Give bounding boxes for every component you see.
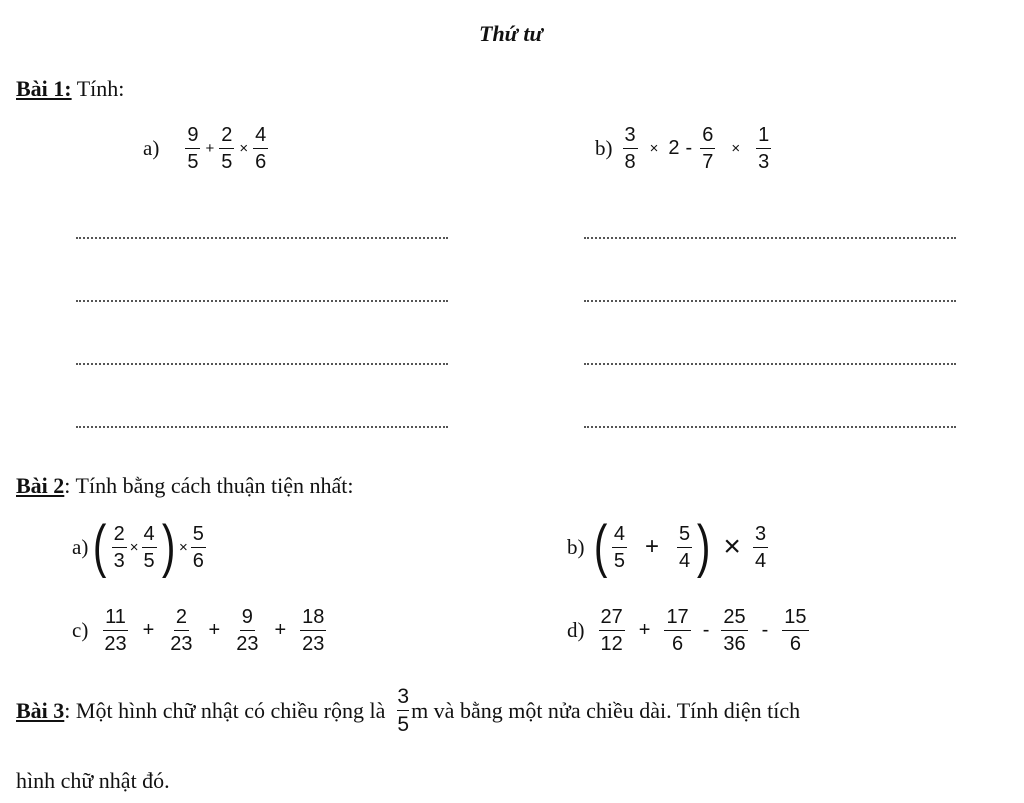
numerator: 4 bbox=[142, 524, 157, 548]
left-paren: ( bbox=[93, 514, 107, 579]
denominator: 4 bbox=[678, 549, 691, 572]
numerator: 17 bbox=[664, 607, 690, 631]
exercise-1b-letter: b) bbox=[595, 136, 613, 160]
fraction bbox=[168, 607, 194, 654]
exercise-1-heading bbox=[16, 76, 124, 102]
denominator: 6 bbox=[192, 549, 204, 572]
denominator: 12 bbox=[600, 633, 623, 655]
fraction bbox=[782, 607, 808, 654]
fraction bbox=[599, 607, 625, 654]
fraction bbox=[612, 524, 627, 571]
fraction bbox=[300, 607, 326, 654]
left-paren: ( bbox=[593, 514, 607, 579]
numerator: 25 bbox=[721, 607, 747, 631]
denominator: 6 bbox=[789, 633, 801, 655]
exercise-2-instruction: : Tính bằng cách thuận tiện nhất: bbox=[64, 473, 354, 498]
exercise-2b-letter: b) bbox=[567, 534, 585, 559]
answer-line bbox=[76, 237, 448, 239]
operator: + bbox=[644, 533, 659, 560]
operator: - bbox=[761, 619, 769, 641]
operator: × bbox=[129, 538, 139, 556]
operator: × bbox=[731, 140, 741, 157]
numerator: 2 bbox=[112, 524, 127, 548]
denominator: 3 bbox=[758, 151, 770, 173]
denominator: 5 bbox=[143, 549, 155, 572]
fraction bbox=[753, 524, 768, 571]
exercise-1a-expression bbox=[143, 125, 270, 172]
operator: + bbox=[142, 619, 155, 641]
operator: - bbox=[702, 619, 710, 641]
fraction bbox=[234, 607, 260, 654]
operator: × bbox=[179, 538, 188, 556]
exercise-2c-letter: c) bbox=[72, 618, 89, 642]
exercise-2c-expression bbox=[72, 607, 328, 654]
right-paren: ) bbox=[161, 514, 176, 579]
denominator: 4 bbox=[754, 549, 767, 572]
fraction bbox=[102, 607, 128, 654]
answer-line bbox=[76, 300, 448, 302]
numerator: 3 bbox=[397, 686, 409, 711]
operator: + bbox=[208, 619, 221, 641]
fraction bbox=[219, 125, 234, 172]
exercise-3-line-2: hình chữ nhật đó. bbox=[16, 768, 170, 793]
numerator: 9 bbox=[240, 607, 255, 631]
fraction bbox=[142, 524, 157, 571]
exercise-1b-expression bbox=[595, 125, 773, 172]
denominator: 5 bbox=[187, 151, 199, 173]
operator: × bbox=[723, 530, 741, 563]
numerator: 9 bbox=[185, 125, 200, 149]
exercise-2a-letter: a) bbox=[72, 534, 89, 559]
numerator: 18 bbox=[300, 607, 326, 631]
exercise-3-text-after: m và bằng một nửa chiều dài. Tính diện tích bbox=[411, 697, 801, 723]
integer-term: 2 bbox=[668, 137, 680, 159]
exercise-1a-letter: a) bbox=[143, 136, 160, 160]
denominator: 8 bbox=[624, 151, 636, 173]
denominator: 23 bbox=[104, 633, 127, 655]
denominator: 23 bbox=[170, 633, 193, 655]
numerator: 5 bbox=[191, 524, 206, 548]
numerator: 1 bbox=[756, 125, 771, 149]
answer-line bbox=[76, 426, 448, 428]
numerator: 2 bbox=[174, 607, 189, 631]
exercise-1-label: Bài 1: bbox=[16, 76, 72, 101]
numerator: 4 bbox=[612, 524, 627, 548]
answer-line bbox=[584, 300, 956, 302]
exercise-2b-expression bbox=[567, 514, 770, 579]
answer-line bbox=[584, 363, 956, 365]
fraction bbox=[677, 524, 692, 571]
numerator: 6 bbox=[700, 125, 715, 149]
numerator: 5 bbox=[677, 524, 692, 548]
operator: - bbox=[685, 137, 693, 159]
fraction bbox=[623, 125, 638, 172]
exercise-2d-expression bbox=[567, 607, 811, 654]
fraction bbox=[397, 686, 409, 735]
operator: + bbox=[638, 619, 651, 641]
operator: × bbox=[649, 140, 659, 157]
fraction bbox=[112, 524, 127, 571]
exercise-3-text-before: : Một hình chữ nhật có chiều rộng là bbox=[64, 697, 386, 723]
denominator: 23 bbox=[236, 633, 259, 655]
fraction bbox=[191, 524, 206, 571]
numerator: 15 bbox=[782, 607, 808, 631]
page-title: Thứ tư bbox=[479, 21, 543, 46]
numerator: 3 bbox=[623, 125, 638, 149]
denominator: 3 bbox=[113, 549, 125, 572]
fraction bbox=[664, 607, 690, 654]
fraction bbox=[721, 607, 747, 654]
answer-line bbox=[584, 426, 956, 428]
denominator: 6 bbox=[672, 633, 684, 655]
exercise-3-line-1 bbox=[16, 686, 800, 735]
denominator: 5 bbox=[397, 713, 410, 736]
operator: × bbox=[239, 140, 249, 157]
exercise-1-instruction: Tính: bbox=[71, 76, 125, 101]
numerator: 2 bbox=[219, 125, 234, 149]
fraction bbox=[185, 125, 200, 172]
exercise-2-label: Bài 2 bbox=[16, 473, 65, 498]
denominator: 23 bbox=[302, 633, 325, 655]
numerator: 4 bbox=[253, 125, 268, 149]
numerator: 11 bbox=[103, 607, 128, 631]
exercise-2a-expression bbox=[72, 514, 208, 579]
operator: + bbox=[274, 619, 287, 641]
denominator: 5 bbox=[221, 151, 233, 173]
answer-line bbox=[76, 363, 448, 365]
exercise-2-heading bbox=[16, 473, 353, 499]
operator: + bbox=[205, 140, 215, 157]
answer-line bbox=[584, 237, 956, 239]
exercise-3-label: Bài 3 bbox=[16, 697, 65, 723]
denominator: 7 bbox=[702, 151, 714, 173]
fraction bbox=[253, 125, 268, 172]
fraction bbox=[756, 125, 771, 172]
numerator: 3 bbox=[753, 524, 768, 548]
denominator: 6 bbox=[255, 151, 267, 173]
right-paren: ) bbox=[696, 514, 711, 579]
numerator: 27 bbox=[599, 607, 625, 631]
exercise-2d-letter: d) bbox=[567, 618, 585, 642]
denominator: 5 bbox=[613, 549, 625, 572]
denominator: 36 bbox=[723, 633, 746, 655]
fraction bbox=[700, 125, 715, 172]
